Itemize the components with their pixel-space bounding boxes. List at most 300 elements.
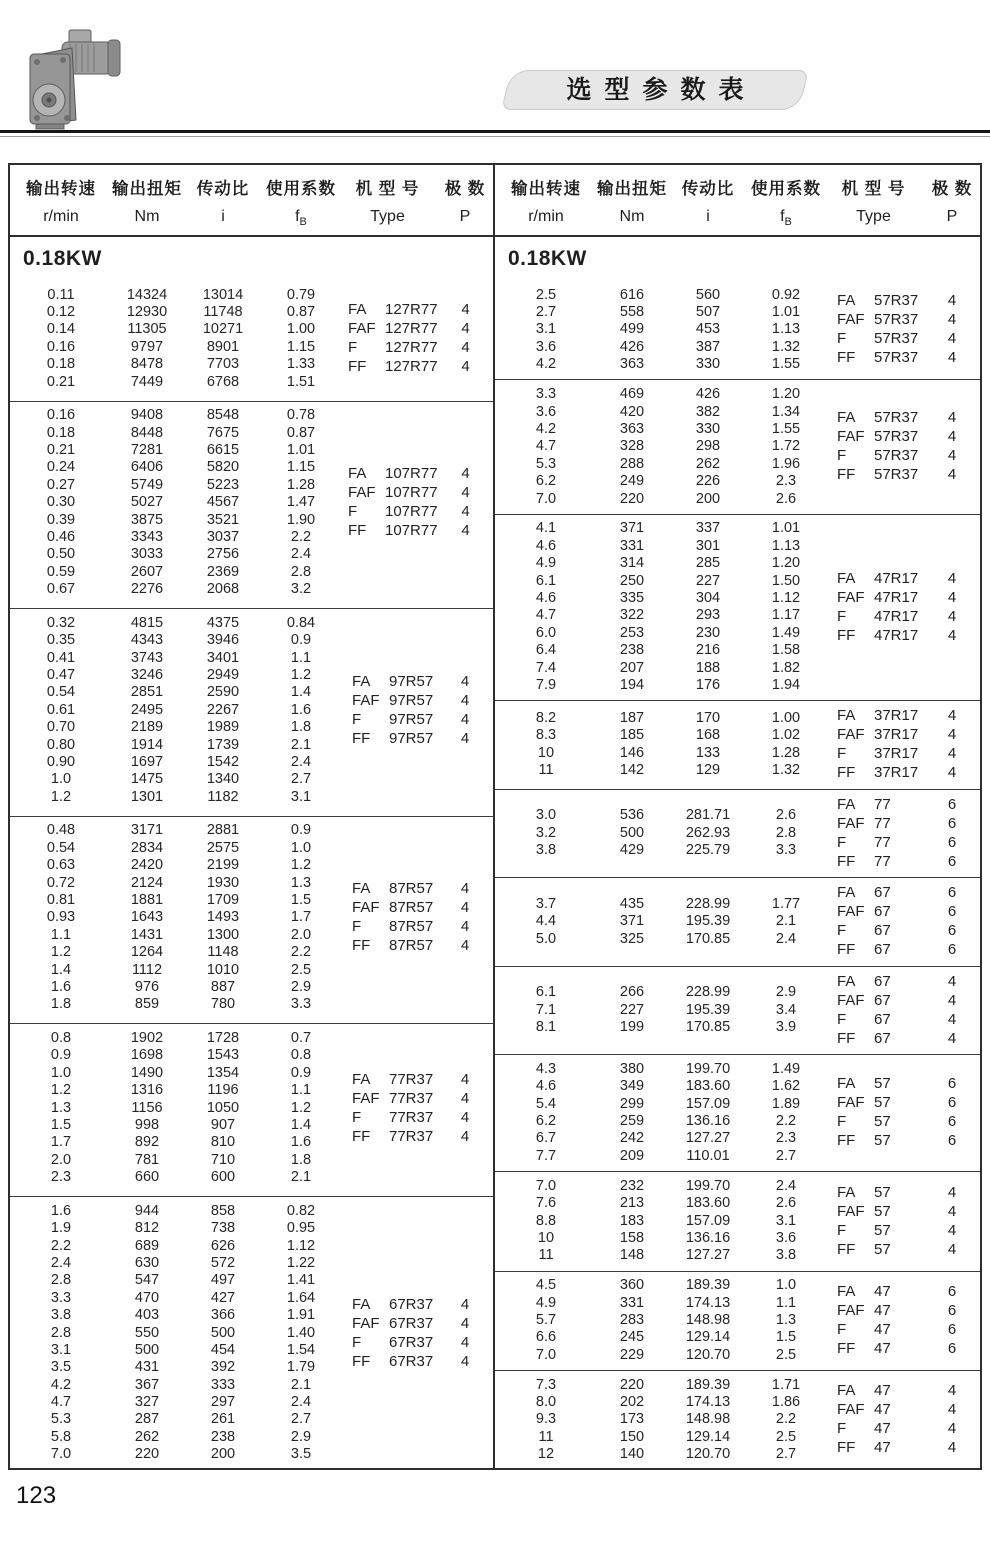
parameter-block: [495, 700, 980, 787]
type-prefix: FA: [352, 1295, 371, 1313]
table-row: [495, 537, 827, 554]
torque-cell: 12930: [126, 304, 168, 321]
servicefactor-cell: 1.2: [290, 1099, 312, 1116]
servicefactor-cell: 0.7: [290, 1029, 312, 1046]
type-prefix: FAF: [352, 899, 380, 917]
servicefactor-cell: 1.94: [771, 676, 801, 693]
type-model: 77: [874, 795, 891, 813]
type-prefix: FF: [352, 1127, 371, 1145]
col-unit-poles: P: [946, 208, 958, 225]
pole-count: 4: [461, 522, 470, 540]
speed-cell: 4.7: [535, 438, 557, 455]
torque-cell: 360: [619, 1277, 645, 1294]
servicefactor-cell: 2.4: [290, 1394, 312, 1411]
ratio-cell: 710: [210, 1151, 236, 1168]
ratio-cell: 3946: [206, 632, 240, 649]
speed-cell: 0.18: [46, 424, 76, 441]
table-row: [10, 822, 342, 839]
pole-count: 6: [947, 922, 957, 940]
servicefactor-cell: 0.9: [290, 822, 312, 839]
servicefactor-cell: 1.13: [771, 537, 801, 554]
type-name: [837, 941, 924, 958]
type-name: [837, 1094, 924, 1111]
type-row: [837, 991, 980, 1010]
servicefactor-cell: 1.72: [771, 438, 801, 455]
torque-cell: 349: [619, 1078, 645, 1095]
ratio-cell: 183.60: [685, 1195, 731, 1212]
type-prefix: FAF: [348, 484, 376, 502]
type-model: 67R37: [389, 1333, 434, 1351]
servicefactor-cell: 1.01: [771, 520, 801, 537]
torque-cell: 5749: [130, 476, 164, 493]
ratio-cell: 157.09: [685, 1095, 731, 1112]
type-row: [837, 1093, 980, 1112]
pole-count: 4: [947, 626, 957, 644]
type-name: [348, 358, 438, 375]
type-name: [837, 292, 924, 309]
type-list: [827, 972, 980, 1048]
table-row: [495, 1177, 827, 1194]
pole-count: 4: [460, 880, 470, 898]
servicefactor-cell: 1.7: [290, 909, 312, 926]
type-model: 57R37: [874, 311, 919, 329]
type-row: [837, 626, 980, 645]
pole-count: 4: [461, 484, 470, 502]
torque-cell: 299: [619, 1095, 645, 1112]
type-model: 77R37: [389, 1108, 434, 1126]
type-prefix: FF: [352, 729, 371, 747]
type-model: 57R37: [874, 330, 919, 348]
servicefactor-cell: 2.1: [290, 1169, 312, 1186]
type-name: [837, 1340, 924, 1357]
servicefactor-cell: 2.4: [775, 1177, 797, 1194]
servicefactor-cell: 2.7: [290, 771, 312, 788]
type-list: [827, 883, 980, 959]
servicefactor-cell: 1.41: [286, 1272, 316, 1289]
pole-count: 6: [947, 1094, 957, 1112]
ratio-cell: 304: [695, 589, 721, 606]
servicefactor-cell: 1.32: [771, 338, 801, 355]
table-row: [10, 356, 338, 373]
table-row: [495, 555, 827, 572]
pole-count: 6: [947, 852, 957, 870]
type-row: [352, 691, 493, 710]
torque-cell: 194: [619, 676, 645, 693]
type-model: 77R37: [389, 1089, 434, 1107]
torque-cell: 2834: [130, 839, 164, 856]
ratio-cell: 228.99: [685, 895, 731, 912]
type-row: [837, 1320, 980, 1339]
table-right-half: [495, 165, 980, 1468]
table-row: [10, 373, 338, 390]
pole-count: 6: [947, 1340, 957, 1357]
type-row: [837, 902, 980, 921]
ratio-cell: 281.71: [685, 807, 731, 824]
type-name: [837, 1030, 924, 1047]
ratio-cell: 626: [210, 1237, 236, 1254]
type-name: [837, 1184, 924, 1201]
table-row: [10, 1237, 342, 1254]
torque-cell: 9797: [130, 338, 164, 355]
speed-cell: 0.54: [46, 839, 76, 856]
servicefactor-cell: 2.9: [775, 984, 797, 1001]
col-header-speed-cn: 输出转速: [511, 180, 581, 198]
table-row: [10, 1324, 342, 1341]
type-prefix: F: [837, 1010, 847, 1028]
pole-count: 6: [947, 795, 957, 813]
type-row: [837, 607, 980, 626]
servicefactor-cell: 2.9: [290, 1428, 312, 1445]
type-model: 107R77: [385, 503, 438, 521]
torque-cell: 9408: [130, 407, 164, 424]
servicefactor-cell: 1.22: [286, 1254, 316, 1271]
ratio-cell: 1182: [207, 788, 239, 805]
torque-cell: 420: [619, 403, 645, 420]
col-unit-ratio: i: [706, 208, 710, 225]
ratio-cell: 298: [695, 438, 721, 455]
title-banner: [506, 70, 804, 110]
ratio-cell: 168: [695, 727, 721, 744]
servicefactor-cell: 1.02: [771, 727, 801, 744]
pole-count: 6: [947, 1132, 957, 1150]
table-row: [10, 909, 342, 926]
speed-cell: 4.2: [535, 420, 557, 437]
table-row: [495, 841, 827, 858]
type-prefix: FA: [837, 569, 856, 587]
torque-cell: 6406: [130, 459, 164, 476]
table-row: [10, 1359, 342, 1376]
torque-cell: 158: [619, 1229, 645, 1246]
speed-cell: 5.4: [535, 1095, 557, 1112]
torque-cell: 1316: [130, 1082, 164, 1099]
type-prefix: FA: [837, 292, 856, 310]
servicefactor-cell: 2.0: [290, 926, 312, 943]
type-name: [352, 711, 437, 728]
speed-cell: 3.8: [50, 1307, 72, 1324]
type-model: 47: [874, 1382, 891, 1400]
ratio-cell: 2575: [206, 839, 240, 856]
type-name: [837, 627, 924, 644]
servicefactor-cell: 1.55: [771, 356, 801, 373]
table-row: [495, 1194, 827, 1211]
type-prefix: F: [837, 1321, 847, 1338]
ratio-cell: 4375: [206, 614, 240, 631]
servicefactor-cell: 2.3: [775, 473, 797, 490]
type-name: [348, 339, 438, 356]
type-model: 87R57: [389, 918, 434, 936]
parameter-block: [495, 789, 980, 876]
table-row: [10, 1376, 342, 1393]
type-model: 57: [874, 1132, 891, 1150]
type-name: [837, 1011, 924, 1028]
speed-cell: 0.59: [46, 563, 76, 580]
ratio-cell: 10271: [202, 321, 244, 338]
speed-cell: 0.54: [46, 684, 76, 701]
type-model: 67: [874, 922, 891, 940]
torque-cell: 213: [619, 1195, 645, 1212]
table-row: [495, 1018, 827, 1035]
speed-cell: 0.14: [46, 321, 76, 338]
type-prefix: F: [352, 1333, 362, 1351]
type-model: 127R77: [385, 358, 438, 376]
type-prefix: FAF: [837, 588, 865, 606]
type-name: [837, 466, 924, 483]
table-row: [10, 771, 342, 788]
ratio-cell: 2590: [206, 684, 240, 701]
speed-cell: 0.18: [46, 356, 76, 373]
servicefactor-cell: 3.1: [290, 788, 312, 805]
type-model: 37R17: [874, 707, 919, 725]
speed-cell: 6.6: [535, 1329, 557, 1346]
table-row: [10, 649, 342, 666]
speed-cell: 2.4: [50, 1254, 72, 1271]
ratio-cell: 230: [695, 624, 721, 641]
type-row: [352, 1333, 493, 1352]
table-row: [10, 1393, 342, 1410]
table-row: [495, 420, 827, 437]
table-row: [495, 1446, 827, 1463]
torque-cell: 262: [134, 1428, 160, 1445]
table-row: [10, 563, 338, 580]
torque-cell: 242: [619, 1130, 645, 1147]
ratio-cell: 200: [695, 490, 721, 507]
data-rows: [495, 1277, 827, 1364]
table-row: [10, 338, 338, 355]
pole-count: 4: [947, 292, 957, 310]
table-row: [495, 572, 827, 589]
torque-cell: 232: [619, 1177, 645, 1194]
type-row: [837, 763, 980, 782]
torque-cell: 380: [619, 1060, 645, 1077]
type-model: 67: [874, 884, 891, 902]
pole-count: 4: [460, 1089, 470, 1107]
speed-cell: 6.7: [535, 1130, 557, 1147]
type-model: 67: [874, 972, 891, 990]
speed-cell: 0.39: [46, 511, 76, 528]
type-prefix: FF: [837, 941, 856, 959]
torque-cell: 150: [619, 1428, 645, 1445]
speed-cell: 7.3: [535, 1376, 557, 1393]
speed-cell: 11: [538, 1247, 554, 1264]
torque-cell: 2607: [130, 563, 164, 580]
torque-cell: 1431: [130, 926, 164, 943]
servicefactor-cell: 1.86: [771, 1394, 801, 1411]
speed-cell: 6.4: [535, 642, 557, 659]
pole-count: 4: [947, 466, 957, 484]
type-model: 97R57: [389, 691, 434, 709]
torque-cell: 3343: [130, 529, 164, 546]
type-row: [352, 936, 493, 955]
speed-cell: 3.6: [535, 338, 557, 355]
type-model: 107R77: [385, 484, 438, 502]
torque-cell: 173: [619, 1411, 645, 1428]
type-prefix: FAF: [352, 1314, 380, 1332]
pole-count: 4: [947, 447, 957, 465]
type-prefix: FAF: [352, 1089, 380, 1107]
servicefactor-cell: 1.4: [290, 1116, 312, 1133]
torque-cell: 266: [619, 984, 645, 1001]
torque-cell: 2189: [130, 719, 164, 736]
data-rows: [495, 984, 827, 1036]
torque-cell: 245: [619, 1329, 645, 1346]
pole-count: 6: [947, 1283, 957, 1300]
speed-cell: 5.7: [535, 1312, 557, 1328]
type-name: [352, 730, 437, 747]
type-model: 127R77: [385, 339, 438, 357]
type-name: [348, 522, 438, 539]
ratio-cell: 3521: [206, 511, 240, 528]
ratio-cell: 810: [210, 1134, 236, 1151]
type-name: [837, 1401, 924, 1418]
type-row: [352, 1108, 493, 1127]
type-row: [352, 710, 493, 729]
type-prefix: F: [837, 922, 847, 940]
table-row: [10, 926, 342, 943]
ratio-cell: 392: [210, 1359, 236, 1376]
ratio-cell: 127.27: [685, 1247, 731, 1264]
servicefactor-cell: 2.6: [775, 1195, 797, 1212]
speed-cell: 2.8: [50, 1324, 72, 1341]
servicefactor-cell: 1.3: [290, 874, 312, 891]
type-row: [352, 1314, 493, 1333]
col-unit-ratio: i: [221, 208, 225, 225]
power-label-left: 0.18KW: [23, 247, 102, 270]
data-rows: [10, 286, 338, 390]
torque-cell: 470: [134, 1289, 160, 1306]
servicefactor-cell: 1.2: [290, 857, 312, 874]
pole-count: 4: [461, 339, 470, 357]
table-row: [10, 891, 342, 908]
ratio-cell: 382: [695, 403, 721, 420]
speed-cell: 0.90: [46, 753, 76, 770]
torque-cell: 1301: [130, 788, 164, 805]
page-title: 选型参数表: [566, 76, 757, 104]
speed-cell: 7.0: [535, 1177, 557, 1194]
torque-cell: 1697: [130, 753, 164, 770]
table-row: [495, 321, 827, 338]
servicefactor-cell: 1.90: [286, 511, 316, 528]
type-list: [342, 1295, 493, 1371]
type-prefix: F: [352, 710, 362, 728]
type-prefix: FA: [837, 795, 856, 813]
type-model: 97R57: [389, 672, 434, 690]
ratio-cell: 497: [210, 1272, 236, 1289]
type-model: 127R77: [385, 301, 438, 319]
col-header-type-cn: 机 型 号: [355, 180, 420, 198]
pole-count: 6: [947, 1321, 957, 1338]
data-rows: [495, 385, 827, 507]
data-rows: [495, 1060, 827, 1164]
table-row: [10, 1202, 342, 1219]
table-row: [495, 490, 827, 507]
type-name: [352, 899, 437, 916]
pole-count: 4: [947, 588, 957, 606]
servicefactor-cell: 1.6: [290, 1134, 312, 1151]
left-table-blocks: [10, 281, 493, 1468]
pole-count: 4: [460, 710, 470, 728]
ratio-cell: 1196: [207, 1082, 239, 1099]
type-row: [348, 502, 494, 521]
servicefactor-cell: 1.49: [771, 1060, 801, 1077]
speed-cell: 3.3: [50, 1289, 72, 1306]
torque-cell: 4343: [130, 632, 164, 649]
type-model: 47: [874, 1340, 891, 1357]
type-name: [837, 447, 924, 464]
speed-cell: 11: [538, 1428, 554, 1445]
type-model: 57R37: [874, 428, 919, 446]
type-row: [352, 1089, 493, 1108]
parameter-block: [495, 281, 980, 378]
torque-cell: 859: [134, 996, 160, 1013]
speed-cell: 0.11: [47, 286, 75, 303]
speed-cell: 8.1: [535, 1019, 557, 1036]
servicefactor-cell: 2.7: [775, 1446, 797, 1463]
torque-cell: 435: [619, 895, 645, 912]
type-row: [348, 319, 494, 338]
type-prefix: FF: [837, 764, 856, 782]
torque-cell: 227: [619, 1001, 645, 1018]
ratio-cell: 1493: [206, 909, 240, 926]
type-prefix: FAF: [837, 991, 865, 1009]
ratio-cell: 127.27: [685, 1130, 731, 1147]
type-row: [837, 972, 980, 991]
type-row: [348, 338, 494, 357]
speed-cell: 0.46: [46, 529, 76, 546]
parameter-block: [10, 1023, 493, 1191]
table-row: [495, 1001, 827, 1018]
torque-cell: 314: [619, 555, 645, 572]
speed-cell: 5.8: [50, 1428, 72, 1445]
type-list: [342, 1070, 493, 1146]
pole-count: 6: [947, 903, 957, 921]
ratio-cell: 136.16: [685, 1229, 731, 1246]
type-list: [827, 569, 980, 645]
servicefactor-cell: 1.77: [771, 895, 801, 912]
table-row: [495, 1247, 827, 1264]
col-header-type-cn: 机 型 号: [841, 180, 906, 198]
speed-cell: 8.3: [535, 727, 557, 744]
type-model: 47R17: [874, 569, 919, 587]
pole-count: 4: [461, 503, 470, 521]
table-row: [495, 520, 827, 537]
type-list: [827, 1074, 980, 1150]
type-row: [837, 1381, 980, 1400]
ratio-cell: 2881: [206, 822, 240, 839]
type-row: [352, 1352, 493, 1371]
type-prefix: FA: [837, 972, 856, 990]
servicefactor-cell: 0.9: [290, 632, 312, 649]
table-row: [495, 1095, 827, 1112]
servicefactor-cell: 0.78: [286, 407, 316, 424]
table-row: [495, 1060, 827, 1077]
type-name: [837, 815, 924, 832]
speed-cell: 7.7: [535, 1147, 557, 1164]
torque-cell: 367: [134, 1376, 160, 1393]
servicefactor-cell: 1.62: [771, 1078, 801, 1095]
ratio-cell: 333: [210, 1376, 236, 1393]
servicefactor-cell: 2.6: [775, 807, 797, 824]
header-rule: [0, 130, 990, 137]
type-model: 67: [874, 991, 891, 1009]
servicefactor-cell: 1.71: [771, 1376, 801, 1393]
speed-cell: 6.2: [535, 1113, 557, 1130]
page-number: 123: [16, 1482, 57, 1509]
speed-cell: 0.41: [46, 649, 76, 666]
speed-cell: 0.35: [46, 632, 76, 649]
table-row: [495, 1428, 827, 1445]
type-list: [827, 706, 980, 782]
servicefactor-cell: 1.5: [290, 891, 312, 908]
